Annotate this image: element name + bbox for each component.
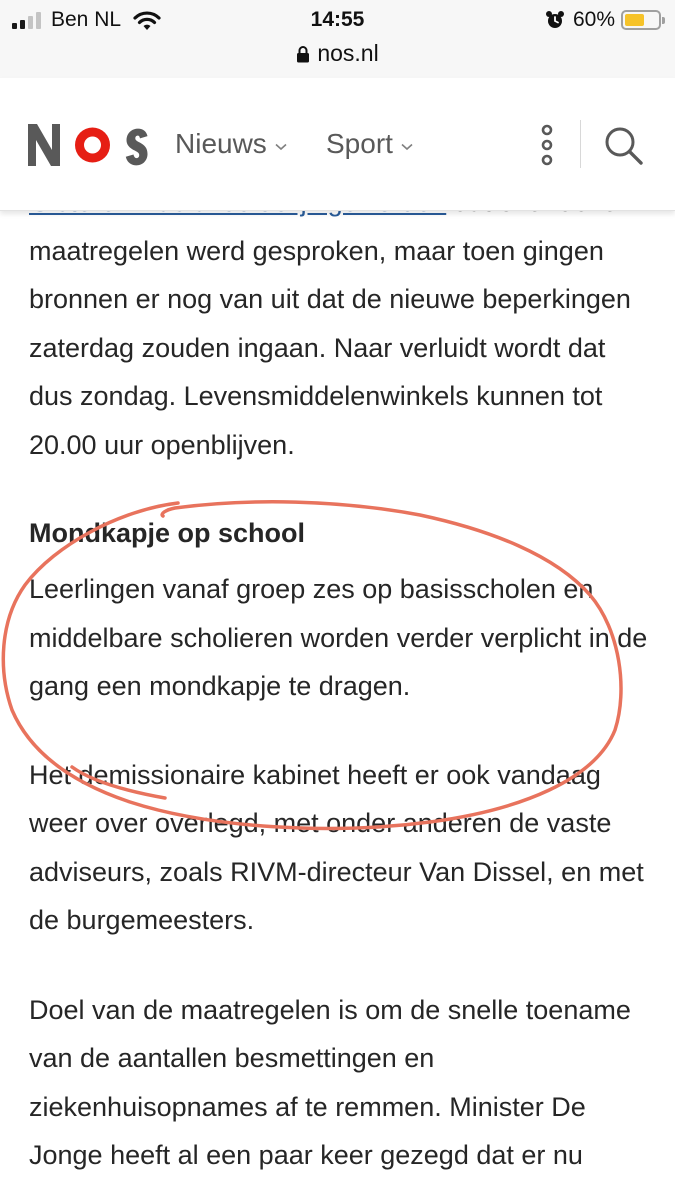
- article-paragraph: [29, 178, 654, 469]
- article-paragraph: Het demissionaire kabinet heeft er ook vandaag weer over overlegd, met onder anderen de vaste adviseurs, zoals RIVM-directeur Van Dissel, en met de burgemeesters.: [29, 759, 644, 935]
- article-paragraph: Leerlingen vanaf groep zes op basisscholen en middelbare scholieren worden verder verplicht in de gang een mondkapje te dragen.: [29, 574, 648, 701]
- nav-item-sport[interactable]: [326, 128, 413, 160]
- clock: 14:55: [310, 8, 365, 31]
- article-paragraph: Doel van de maatregelen is om de snelle toename van de aantallen besmettingen en ziekenhuisopnames af te remmen. Minister De Jonge heeft al een paar keer gezegd dat er nu: [29, 994, 631, 1170]
- nos-logo[interactable]: [28, 122, 148, 168]
- paragraph-text: maatregelen werd gesproken, maar toen gingen bronnen er nog van uit dat de nieuwe beperkingen zaterdag zouden ingaan. Naar verluidt wordt dat dus zondag. Levensmiddelenwinkels kunnen tot 20.00 uur openblijven.: [29, 235, 631, 460]
- chevron-down-icon: [401, 143, 413, 151]
- battery-fill: [625, 14, 644, 26]
- alarm-clock-icon: [545, 10, 565, 30]
- site-header: [0, 78, 675, 211]
- chevron-down-icon: [275, 143, 287, 151]
- nav-item-label: Nieuws: [175, 128, 267, 159]
- carrier-name: Ben NL: [51, 8, 122, 31]
- search-icon[interactable]: [604, 126, 644, 166]
- status-bar: [0, 0, 675, 78]
- status-right: [545, 8, 661, 32]
- battery-icon: [621, 10, 661, 30]
- battery-percentage: 60%: [572, 8, 615, 31]
- lock-icon: [296, 45, 310, 63]
- nav-item-label: Sport: [326, 128, 393, 159]
- header-divider: [580, 120, 581, 168]
- nav-item-nieuws[interactable]: [175, 128, 287, 160]
- article-subheading: Mondkapje op school: [29, 518, 306, 548]
- article-body: [29, 178, 654, 1180]
- url-text[interactable]: nos.nl: [317, 40, 379, 66]
- address-bar[interactable]: [0, 40, 675, 67]
- more-menu-icon[interactable]: [538, 124, 556, 166]
